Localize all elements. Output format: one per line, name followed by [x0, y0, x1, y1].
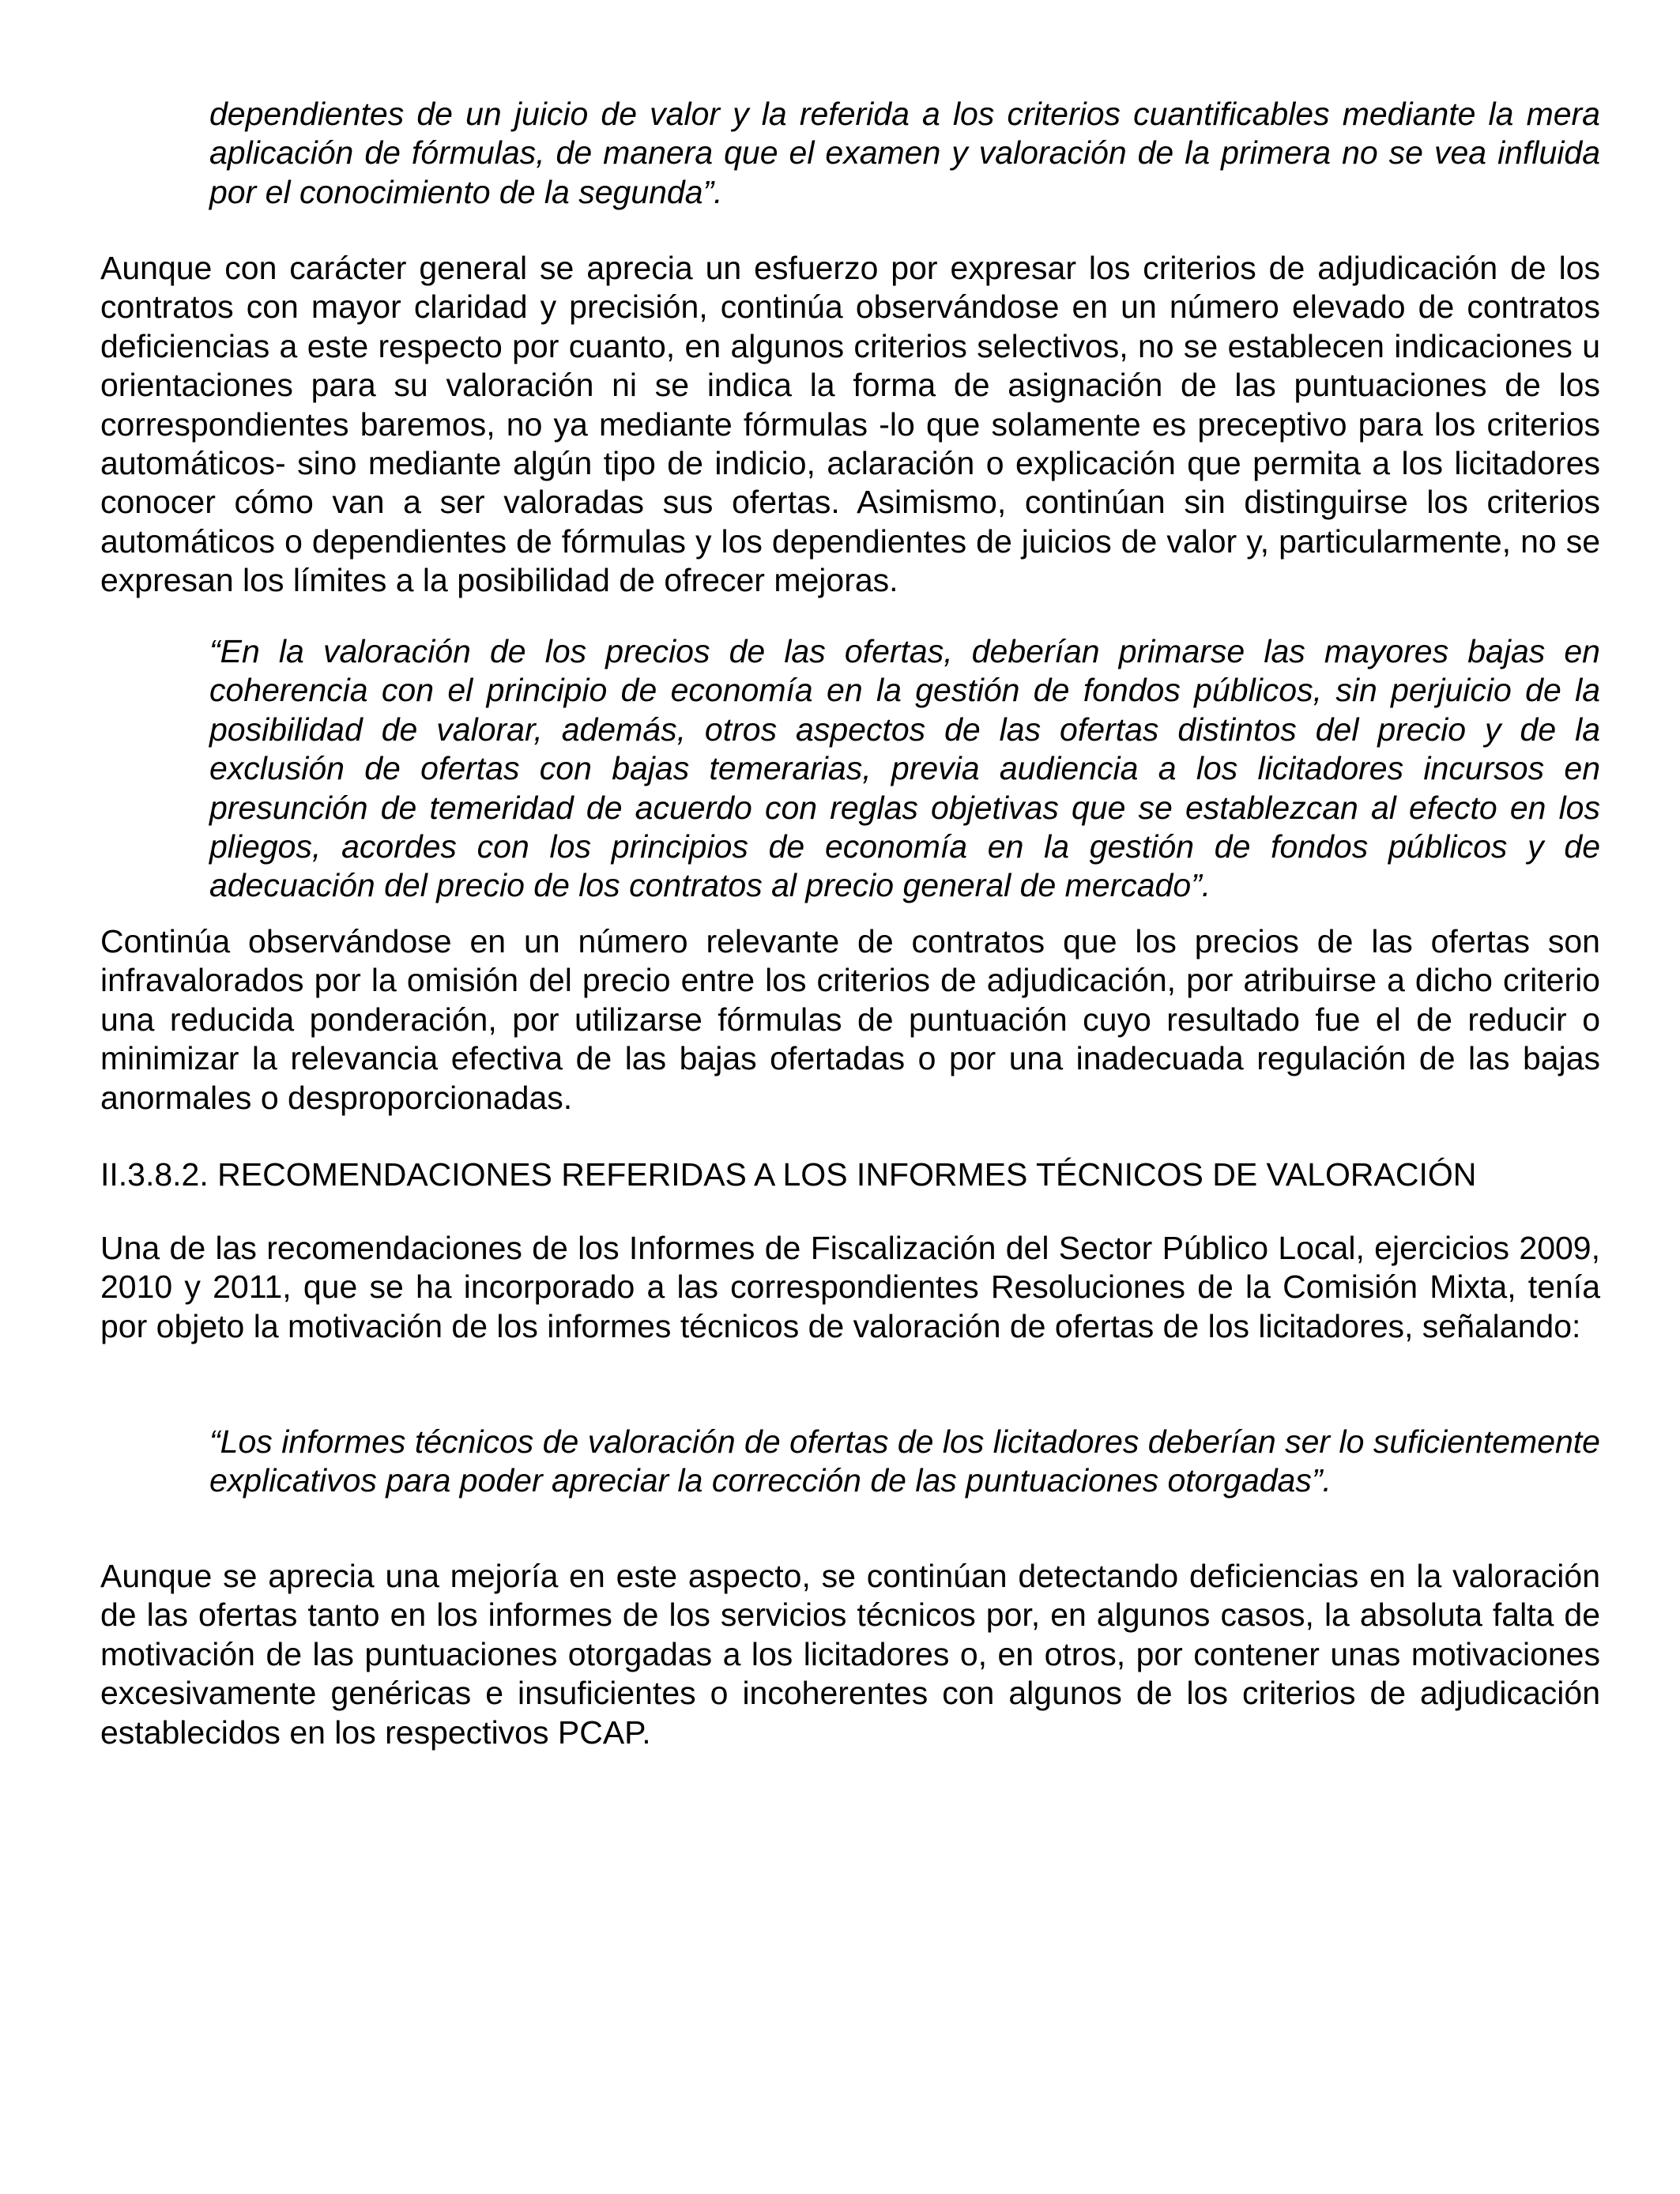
body-paragraph-recommendation-intro: Una de las recomendaciones de los Informes de Fiscalización del Sector Público Local, ejercicios 2009, 2010 y 2011, que se ha incorporado a las correspondientes Resoluciones de la Comisión Mixta, tenía por objeto la motivación de los informes técnicos de valoración de ofertas de los licitadores, señalando: — [100, 1230, 1600, 1344]
quoted-recommendation-prices: “En la valoración de los precios de las ofertas, deberían primarse las mayores bajas en coherencia con el principio de economía en la gestión de fondos públicos, sin perjuicio de la posibilidad de valorar, además, otros aspectos de las ofertas distintos del precio y de la exclusión de ofertas con bajas temerarias, previa audiencia a los licitadores incursos en presunción de temeridad de acuerdo con reglas objetivas que se establezcan al efecto en los pliegos, acordes con los principios de economía en la gestión de fondos públicos y de adecuación del precio de los contratos al precio general de mercado”. — [209, 633, 1600, 904]
body-paragraph-valuation-reports: Aunque se aprecia una mejoría en este aspecto, se continúan detectando deficiencias en la valoración de las ofertas tanto en los informes de los servicios técnicos por, en algunos casos, la absoluta falta de motivación de las puntuaciones otorgadas a los licitadores o, en otros, por contener unas motivaciones excesivamente genéricas e insuficientes o incoherentes con algunos de los criterios de adjudicación establecidos en los respectivos PCAP. — [100, 1558, 1600, 1751]
quoted-recommendation-reports: “Los informes técnicos de valoración de ofertas de los licitadores deberían ser lo suficientemente explicativos para poder apreciar la corrección de las puntuaciones otorgadas”. — [209, 1423, 1600, 1499]
body-paragraph-prices: Continúa observándose en un número relevante de contratos que los precios de las ofertas son infravalorados por la omisión del precio entre los criterios de adjudicación, por atribuirse a dicho criterio una reducida ponderación, por utilizarse fórmulas de puntuación cuyo resultado fue el de reducir o minimizar la relevancia efectiva de las bajas ofertadas o por una inadecuada regulación de las bajas anormales o desproporcionadas. — [100, 923, 1600, 1116]
section-heading: II.3.8.2. RECOMENDACIONES REFERIDAS A LOS INFORMES TÉCNICOS DE VALORACIÓN — [100, 1156, 1477, 1193]
quoted-recommendation-continuation: dependientes de un juicio de valor y la referida a los criterios cuantificables mediante la mera aplicación de fórmulas, de manera que el examen y valoración de la primera no se vea influida por el conocimiento de la segunda”. — [209, 96, 1600, 210]
body-paragraph-award-criteria: Aunque con carácter general se aprecia un esfuerzo por expresar los criterios de adjudicación de los contratos con mayor claridad y precisión, continúa observándose en un número elevado de contratos deficiencias a este respecto por cuanto, en algunos criterios selectivos, no se establecen indicaciones u orientaciones para su valoración ni se indica la forma de asignación de las puntuaciones de los correspondientes baremos, no ya mediante fórmulas -lo que solamente es preceptivo para los criterios automáticos- sino mediante algún tipo de indicio, aclaración o explicación que permita a los licitadores conocer cómo van a ser valoradas sus ofertas. Asimismo, continúan sin distinguirse los criterios automáticos o dependientes de fórmulas y los dependientes de juicios de valor y, particularmente, no se expresan los límites a la posibilidad de ofrecer mejoras. — [100, 250, 1600, 599]
